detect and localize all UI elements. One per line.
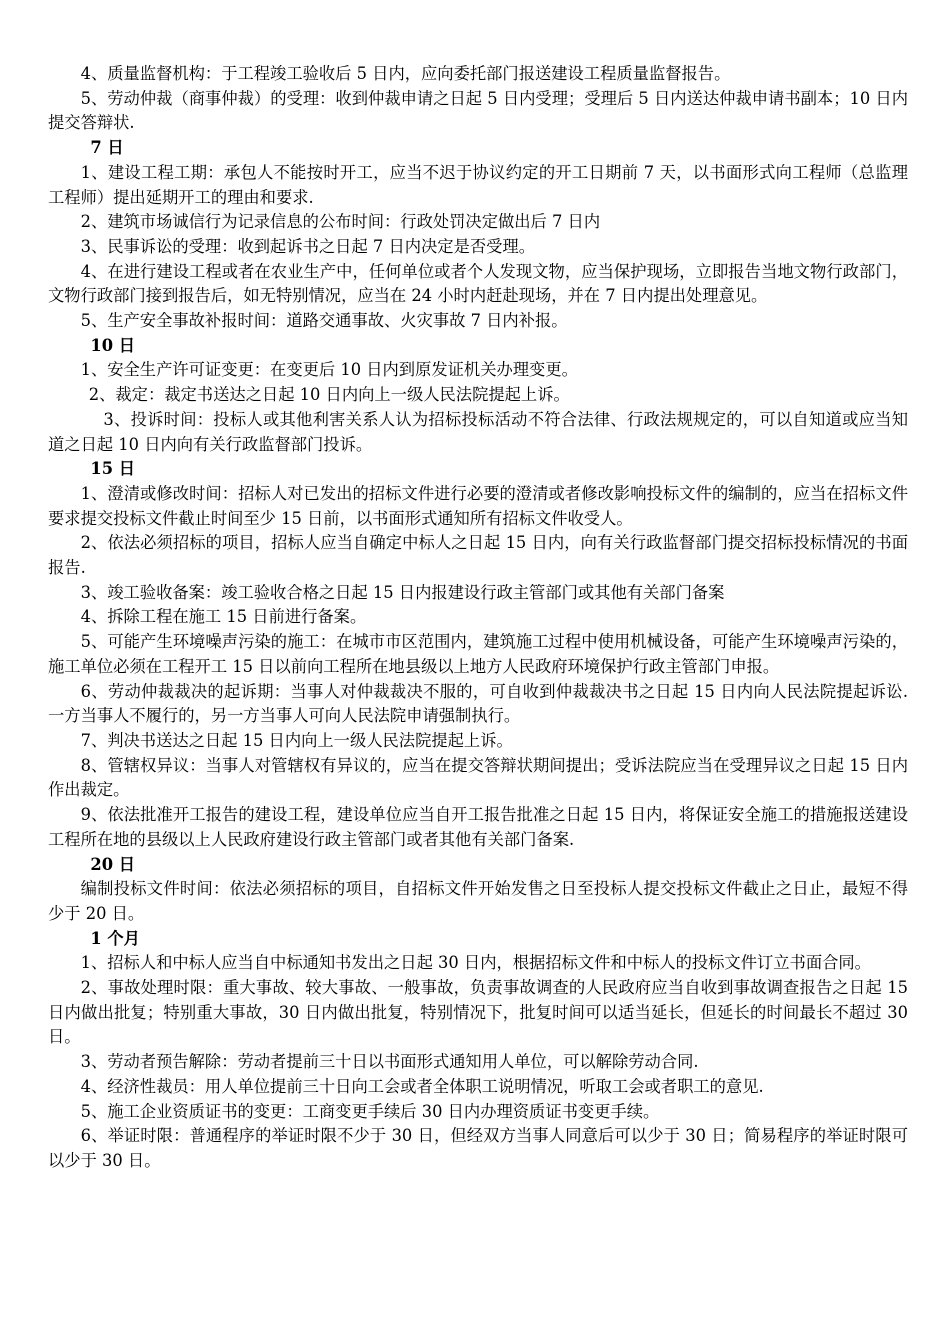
section-15-days [48,457,908,852]
list-item: 9、依法批准开工报告的建设工程，建设单位应当自开工报告批准之日起 15 日内，将保证安全施工的措施报送建设工程所在地的县级以上人民政府建设行政主管部门或者其他有关部门备案. [48,805,908,849]
list-item: 6、举证时限：普通程序的举证时限不少于 30 日，但经双方当事人同意后可以少于 30 日；简易程序的举证时限可以少于 30 日。 [48,1126,908,1170]
section-heading: 10 日 [90,335,135,355]
list-item: 2、裁定：裁定书送达之日起 10 日内向上一级人民法院提起上诉。 [88,385,570,405]
list-item: 1、澄清或修改时间：招标人对已发出的招标文件进行必要的澄清或者修改影响投标文件的编制的，应当在招标文件要求提交投标文件截止时间至少 15 日前，以书面形式通知所有招标文件收受人。 [48,483,908,528]
list-item: 6、劳动仲裁裁决的起诉期：当事人对仲裁裁决不服的，可自收到仲裁裁决书之日起 15 日内向人民法院提起诉讼.一方当事人不履行的，另一方当事人可向人民法院申请强制执行。 [48,681,908,726]
section-intro [48,62,908,136]
section-heading: 20 日 [90,854,135,874]
list-item: 3、民事诉讼的受理：收到起诉书之日起 7 日内决定是否受理。 [80,236,535,256]
list-item: 1、招标人和中标人应当自中标通知书发出之日起 30 日内，根据招标文件和中标人的投标文件订立书面合同。 [80,953,871,973]
list-item: 编制投标文件时间：依法必须招标的项目，自招标文件开始发售之日至投标人提交投标文件截止之日止，最短不得少于 20 日。 [48,879,908,923]
list-item: 7、判决书送达之日起 15 日内向上一级人民法院提起上诉。 [80,730,513,750]
list-item: 3、投诉时间：投标人或其他利害关系人认为招标投标活动不符合法律、行政法规规定的，可以自知道或应当知道之日起 10 日内向有关行政监督部门投诉。 [48,409,908,454]
list-item: 3、竣工验收备案：竣工验收合格之日起 15 日内报建设行政主管部门或其他有关部门备案 [80,582,725,602]
list-item: 4、在进行建设工程或者在农业生产中，任何单位或者个人发现文物，应当保护现场，立即报告当地文物行政部门，文物行政部门接到报告后，如无特别情况，应当在 24 小时内赶赴现场，并在 7 日内提出处理意见。 [48,261,908,306]
list-item: 5、劳动仲裁（商事仲裁）的受理：收到仲裁申请之日起 5 日内受理；受理后 5 日内送达仲裁申请书副本；10 日内提交答辩状. [48,88,908,133]
section-heading: 15 日 [90,459,135,479]
list-item: 2、建筑市场诚信行为记录信息的公布时间：行政处罚决定做出后 7 日内 [80,212,601,232]
list-item: 5、施工企业资质证书的变更：工商变更手续后 30 日内办理资质证书变更手续。 [80,1101,660,1121]
list-item: 5、可能产生环境噪声污染的施工：在城市市区范围内，建筑施工过程中使用机械设备，可能产生环境噪声污染的，施工单位必须在工程开工 15 日以前向工程所在地县级以上地方人民政府环境保护行政主管部门申报。 [48,632,908,676]
section-heading: 1 个月 [90,928,140,948]
section-7-days [48,136,908,334]
list-item: 2、事故处理时限：重大事故、较大事故、一般事故，负责事故调查的人民政府应当自收到事故调查报告之日起 15 日内做出批复；特别重大事故，30 日内做出批复，特别情况下，批复时间可以适当延长，但延长的时间最长不超过 30 日。 [48,978,908,1047]
list-item: 3、劳动者预告解除：劳动者提前三十日以书面形式通知用人单位，可以解除劳动合同. [80,1052,699,1072]
list-item: 1、建设工程工期：承包人不能按时开工，应当不迟于协议约定的开工日期前 7 天，以书面形式向工程师（总监理工程师）提出延期开工的理由和要求. [48,162,908,207]
section-20-days [48,853,908,927]
list-item: 4、拆除工程在施工 15 日前进行备案。 [80,607,367,627]
list-item: 8、管辖权异议：当事人对管辖权有异议的，应当在提交答辩状期间提出；受诉法院应当在受理异议之日起 15 日内作出裁定。 [48,755,908,800]
section-heading: 7 日 [90,138,124,158]
section-1-month [48,927,908,1174]
list-item: 5、生产安全事故补报时间：道路交通事故、火灾事故 7 日内补报。 [80,311,568,331]
list-item: 4、质量监督机构：于工程竣工验收后 5 日内，应向委托部门报送建设工程质量监督报告。 [80,64,731,83]
list-item: 4、经济性裁员：用人单位提前三十日向工会或者全体职工说明情况，听取工会或者职工的意见. [80,1076,764,1096]
list-item: 2、依法必须招标的项目，招标人应当自确定中标人之日起 15 日内，向有关行政监督部门提交招标投标情况的书面报告. [48,533,908,578]
section-10-days [48,334,908,458]
list-item: 1、安全生产许可证变更：在变更后 10 日内到原发证机关办理变更。 [80,360,578,380]
